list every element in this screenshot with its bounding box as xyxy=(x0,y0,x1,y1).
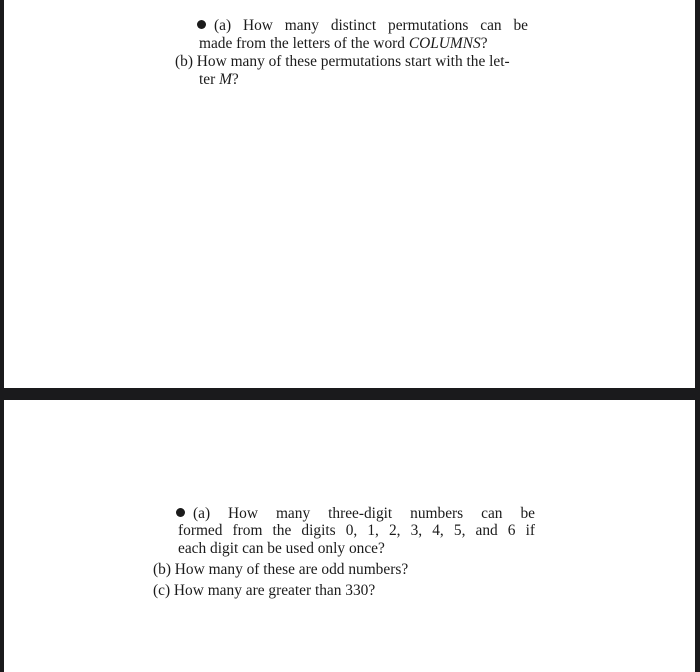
problem1-part-a-line1: (a) How many distinct permutations can be xyxy=(197,17,528,35)
problem2-part-a-line3: each digit can be used only once? xyxy=(178,540,385,557)
bullet-icon xyxy=(197,20,206,29)
problem2-part-c: (c) How many are greater than 330? xyxy=(153,582,376,599)
problem1-part-b-line1: (b) How many of these permutations start with the let- xyxy=(175,53,510,70)
word-columns: COLUMNS xyxy=(408,35,481,52)
problem2-part-a-line2: formed from the digits 0, 1, 2, 3, 4, 5, and 6 if xyxy=(178,522,535,539)
page-panel-bottom xyxy=(4,400,695,672)
letter-m: M xyxy=(219,71,232,88)
problem2-part-a-line1: (a) How many three-digit numbers can be xyxy=(176,505,535,523)
problem1-part-b-line2: ter M? xyxy=(199,71,239,88)
problem1-part-a-line2: made from the letters of the word COLUMNS? xyxy=(199,35,488,52)
problem2-part-b: (b) How many of these are odd numbers? xyxy=(153,561,409,578)
bullet-icon xyxy=(176,508,185,517)
page-panel-top xyxy=(4,0,695,388)
